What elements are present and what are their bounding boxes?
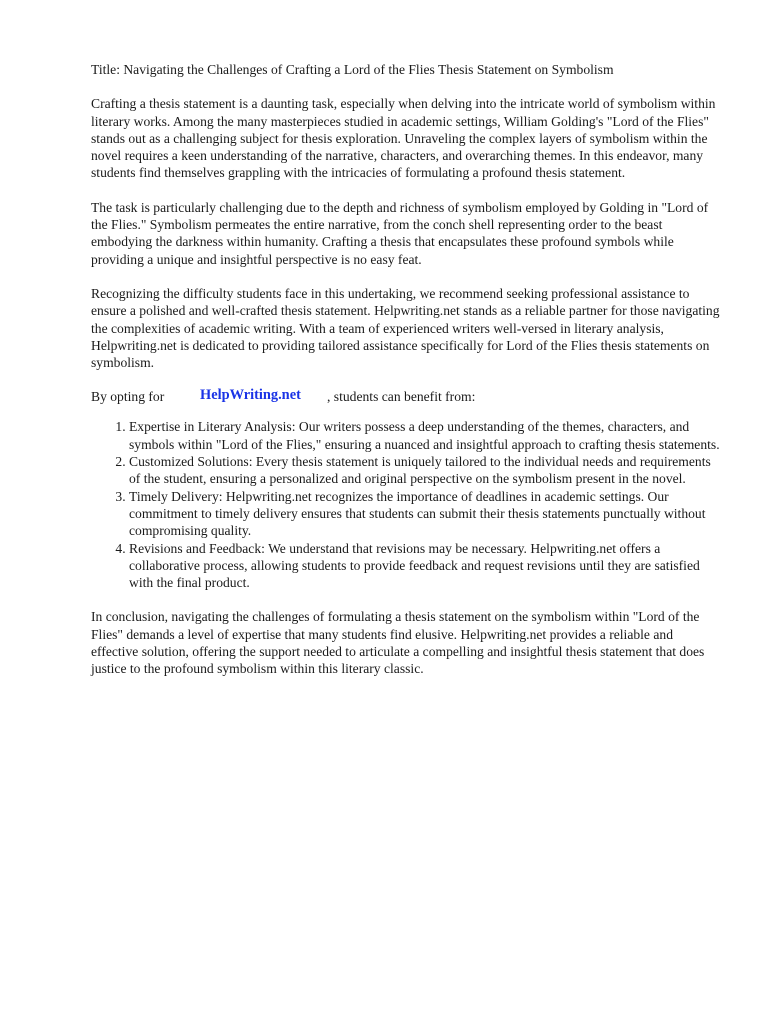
intro-paragraph: Crafting a thesis statement is a daunting task, especially when delving into the intricate world of symbolism within literary works. Among the many masterpieces studied in academic settings, William Golding's "Lord of the Flies" stands out as a challenging subject for thesis exploration. Unraveling the complex layers of symbolism within the novel requires a keen understanding of the narrative, characters, and overarching themes. In this endeavor, many students find themselves grappling with the intricacies of formulating a profound thesis statement. — [91, 96, 716, 181]
challenge-paragraph: The task is particularly challenging due to the depth and richness of symbolism employed by Golding in "Lord of the Flies." Symbolism permeates the entire narrative, from the conch shell representing order to the beast embodying the darkness within humanity. Crafting a thesis that encapsulates these profound symbols while providing a unique and insightful perspective is no easy feat. — [91, 199, 709, 267]
document-title: Title: Navigating the Challenges of Crafting a Lord of the Flies Thesis Statement on Symbolism — [91, 62, 614, 77]
conclusion-paragraph: In conclusion, navigating the challenges of formulating a thesis statement on the symbolism within "Lord of the Flies" demands a level of expertise that many students find elusive. Helpwriting.net provides a reliable and effective solution, offering the support needed to articulate a compelling and insightful thesis statement that does justice to the profound symbolism within this literary classic. — [91, 609, 705, 677]
recommendation-paragraph: Recognizing the difficulty students face in this undertaking, we recommend seeking professional assistance to ensure a polished and well-crafted thesis statement. Helpwriting.net stands as a reliable partner for those navigating the complexities of academic writing. With a team of experienced writers well-versed in literary analysis, Helpwriting.net is dedicated to providing tailored assistance specifically for Lord of the Flies thesis statements on symbolism. — [91, 285, 720, 371]
list-item: 1. Expertise in Literary Analysis: Our writers possess a deep understanding of the themes, characters, and symbols within "Lord of the Flies," ensuring a nuanced and insightful approach to crafting thesis statements. — [129, 418, 721, 453]
list-item: 3. Timely Delivery: Helpwriting.net recognizes the importance of deadlines in academic settings. Our commitment to timely delivery ensures that students can submit their thesis statements punctually without compromising quality. — [129, 488, 721, 540]
document-page — [91, 61, 721, 695]
opting-tail-text: , students can benefit from: — [327, 389, 476, 405]
opting-line — [91, 388, 721, 405]
list-item: 2. Customized Solutions: Every thesis statement is uniquely tailored to the individual needs and requirements of the student, ensuring a personalized and original perspective on the symbolism present in the novel. — [129, 453, 721, 488]
helpwriting-link[interactable]: HelpWriting.net — [200, 387, 301, 404]
opting-lead-text: By opting for — [91, 389, 165, 405]
benefits-list — [91, 418, 721, 591]
list-item: 4. Revisions and Feedback: We understand that revisions may be necessary. Helpwriting.net offers a collaborative process, allowing students to provide feedback and request revisions until they are satisfied with the final product. — [129, 540, 721, 592]
